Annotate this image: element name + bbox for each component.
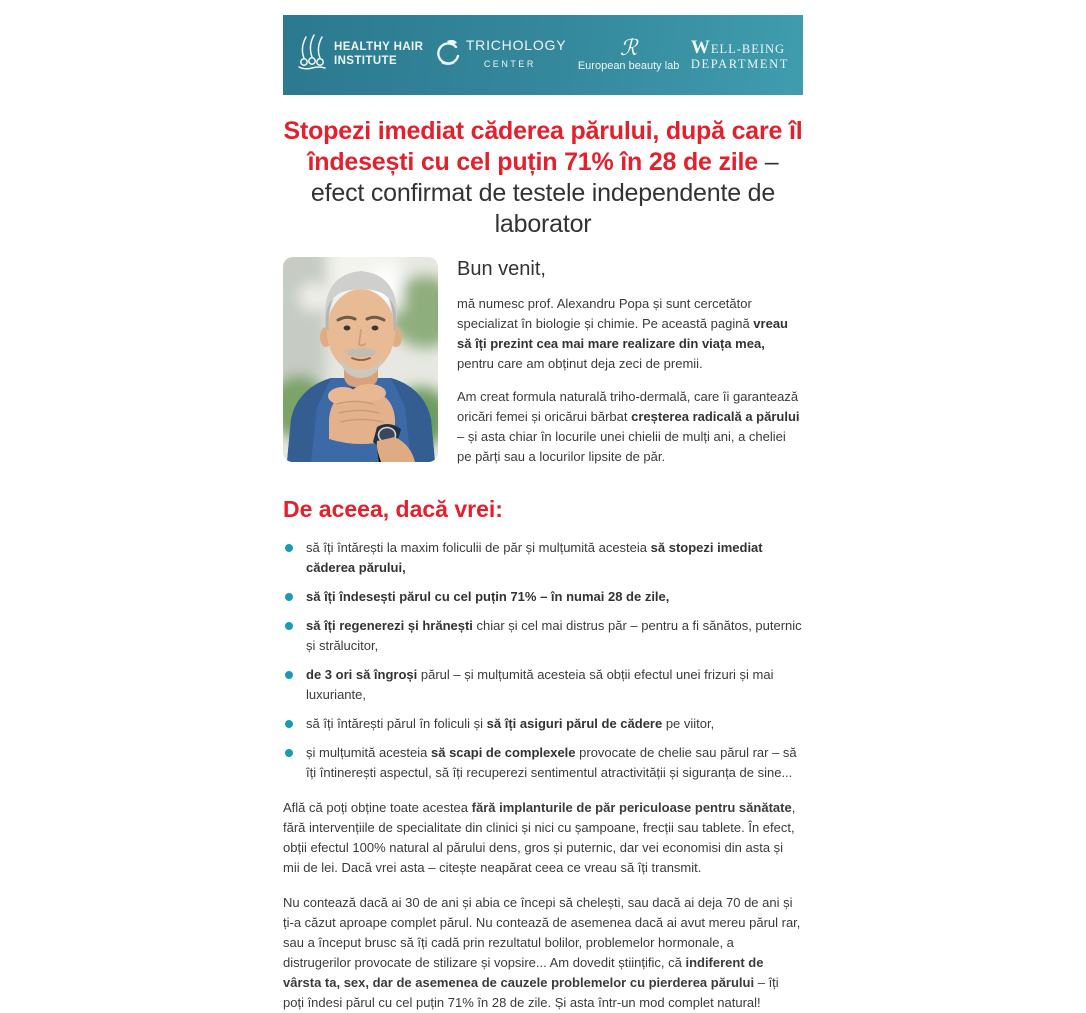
headline-red-part: Stopezi imediat căderea părului, după care îl îndesești cu cel puțin 71% în 28 de zile	[283, 117, 803, 176]
page-title	[283, 116, 803, 240]
outro-paragraph-1: Află că poți obține toate acestea fără implanturile de păr periculoase pentru sănătate, fără intervențiile de specialitate din clinici și nici cu șampoane, frecții sau tablete. În efect, obții efectul 100% natural al părului dens, gros și puternic, dar vei economisi din asta și mii de lei. Dacă vrei asta – citește neapărat ceea ce vreau să îți transmit.	[283, 800, 796, 875]
intro-text	[457, 257, 803, 467]
logo-european-beauty-lab	[577, 35, 680, 72]
section-heading: De aceea, dacă vrei:	[283, 496, 503, 522]
greeting: Bun venit,	[457, 258, 546, 280]
logo-trichology-text: TRICHOLOGY CENTER	[465, 37, 567, 69]
logo-banner	[283, 15, 803, 95]
script-monogram-icon: ℛ	[619, 35, 638, 61]
logo-well-being-line2: DEPARTMENT	[690, 57, 789, 72]
intro-paragraph-1: mă numesc prof. Alexandru Popa și sunt cercetător specializat în biologie și chimie. Pe această pagină vreau să îți prezint cea mai mare realizare din viața mea, pentru care am obținut deja zeci de premii.	[457, 296, 788, 371]
professor-photo	[283, 257, 438, 462]
list-item: să îți întărești părul în foliculi și să îți asiguri părul de cădere pe viitor,	[283, 714, 803, 734]
logo-trichology-center	[435, 38, 567, 72]
intro-paragraph-2: Am creat formula naturală triho-dermală, care îi garantează oricări femei și oricărui bărbat creșterea radicală a părului – și asta chiar în locurile unei chielii de mulți ani, a cheliei pe părți sau a locurilor lipsite de păr.	[457, 389, 800, 464]
logo-healthy-hair-text: HEALTHY HAIR INSTITUTE	[334, 41, 424, 67]
trichology-crescent-icon	[435, 39, 461, 72]
logo-healthy-hair-institute	[297, 34, 423, 77]
intro-section	[283, 257, 803, 467]
logo-well-being-department	[691, 38, 789, 71]
list-item: și mulțumită acesteia să scapi de complexele provocate de chelie sau părul rar – să îți întinerești aspectul, să îți recuperezi sentimentul atractivității și siguranța de sine...	[283, 743, 803, 783]
list-item: să îți îndesești părul cu cel puțin 71% – în numai 28 de zile,	[283, 587, 803, 607]
benefits-list	[283, 538, 803, 783]
content-column	[283, 15, 803, 1013]
headline-dark-part: – efect confirmat de testele independente de laborator	[310, 148, 779, 238]
logo-well-being-line1: WELL-BEING	[690, 37, 786, 59]
outro-paragraph-2: Nu contează dacă ai 30 de ani și abia ce începi să chelești, sau dacă ai deja 70 de ani și ți-a căzut aproape complet părul. Nu contează de asemenea dacă ai avut mereu părul rar, sau a început brusc să îți cadă prin rezultatul bolilor, problemelor hormonale, a distrugerilor provocate de stilizare și vopsire... Am dovedit științific, că indiferent de vârsta ta, sex, dar de asemenea de cauzele problemelor cu pierderea părului – îți poți îndesi părul cu cel puțin 71% în 28 de zile. Și asta într-un mod complet natural!	[283, 895, 801, 1010]
list-item: să îți întărești la maxim foliculii de păr și mulțumită acesteia să stopezi imediat căderea părului,	[283, 538, 803, 578]
hair-follicles-icon	[297, 34, 327, 77]
list-item: de 3 ori să îngroși părul – și mulțumită acesteia să obții efectul unei frizuri și mai luxuriante,	[283, 665, 803, 705]
list-item: să îți regenerezi și hrănești chiar și cel mai distrus păr – pentru a fi sănătos, puternic și strălucitor,	[283, 616, 803, 656]
logo-european-beauty-label: European beauty lab	[577, 59, 680, 72]
